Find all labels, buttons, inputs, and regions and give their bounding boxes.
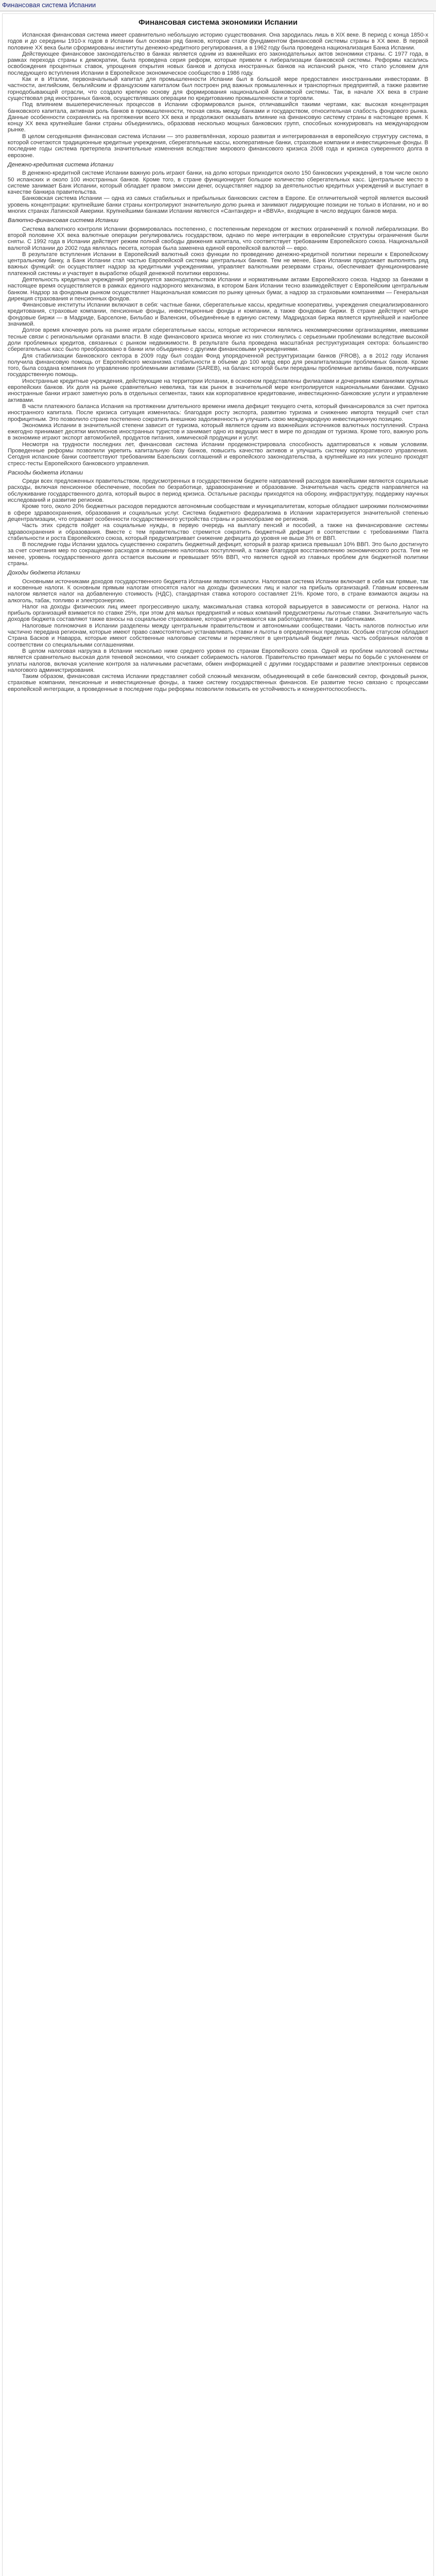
article-paragraph: Банковская система Испании — одна из самых стабильных и прибыльных банковских систем в Европе. Ее отличительной чертой является высокий уровень концентрации: крупнейшие банки страны контролируют значительную долю рынка и занимают лидирующие позиции не только в Испании, но и во многих странах Латинской Америки. Крупнейшими банками Испании являются «Сантандер» и «BBVA», входящие в число ведущих банков мира. [8,195,428,215]
article-paragraph: Как и в Италии, первоначальный капитал для промышленности Испании был в большой мере предоставлен иностранными инвесторами. В частности, английским, бельгийским и французским капиталом был построен ряд важных промышленных и транспортных предприятий, а также развитие горнодобывающей отрасли, что создало крепкую основу для формирования национальной банковской системы. Так, в начале XX века в стране существовал ряд иностранных банков, осуществлявших операции по кредитованию промышленности и торговли. [8,76,428,101]
article-paragraph: В части платежного баланса Испания на протяжении длительного времени имела дефицит текущего счета, который финансировался за счет притока иностранного капитала. После кризиса ситуация изменилась: благодаря росту экспорта, развитию туризма и снижению импорта текущий счет стал профицитным. Это позволило стране постепенно сократить внешнюю задолженность и улучшить свою международную инвестиционную позицию. [8,403,428,422]
article-paragraph: Иностранные кредитные учреждения, действующие на территории Испании, в основном представлены филиалами и дочерними компаниями крупных европейских банков. Их доля на рынке сравнительно невелика, так как рынок в значительной мере контролируется национальными банками. Однако иностранные банки играют заметную роль в отдельных сегментах, таких как корпоративное кредитование, инвестиционно-банковские услуги и управление активами. [8,378,428,403]
page-title: Финансовая система Испании [0,0,436,11]
article-paragraph: В результате вступления Испании в Европейский валютный союз функции по проведению денежно-кредитной политики перешли к Европейскому центральному банку, а Банк Испании стал частью Европейской системы центральных банков. Тем не менее, Банк Испании продолжает выполнять ряд важных функций: он осуществляет надзор за кредитными учреждениями, управляет валютными резервами страны, обеспечивает функционирование платежной системы и участвует в выработке общей денежной политики еврозоны. [8,251,428,277]
article-paragraph: Налоговые полномочия в Испании разделены между центральным правительством и автономными сообществами. Часть налогов полностью или частично передана регионам, которые имеют право самостоятельно устанавливать ставки и льготы в определенных пределах. Особым статусом обладают Страна Басков и Наварра, которые имеют собственные налоговые системы и перечисляют в центральный бюджет лишь часть собранных налогов в соответствии со специальными соглашениями. [8,622,428,648]
article-paragraph: Система валютного контроля Испании формировалась постепенно, с постепенным переходом от жестких ограничений к полной либерализации. Во второй половине XX века валютные операции регулировались государством, однако по мере интеграции в европейские структуры ограничения были сняты. С 1992 года в Испании действует режим полной свободы движения капитала, что соответствует требованиям Европейского союза. Национальной валютой Испании до 2002 года являлась песета, которая была заменена единой европейской валютой — евро. [8,226,428,251]
article-paragraph: Действующее финансовое законодательство в банках является одним из важнейших его законодательных актов экономики страны. С 1977 года, в рамках перехода страны к демократии, была проведена серия реформ, которые привели к либерализации банковской системы. Реформы касались освобождения процентных ставок, упрощения открытия новых банков и допуска иностранных банков на испанский рынок, что стало условием для последующего вступления Испании в Европейское экономическое сообщество в 1986 году. [8,50,428,76]
section-subheading: Валютно-финансовая система Испании [8,217,118,224]
article-paragraph: Часть этих средств пойдет на социальные нужды, в первую очередь на выплату пенсий и пособий, а также на финансирование системы здравоохранения и образования. Вместе с тем правительство стремится сократить бюджетный дефицит в соответствии с требованиями Пакта стабильности и роста Европейского союза, который предусматривает снижение дефицита до уровня не выше 3% от ВВП. [8,522,428,541]
section-subheading: Денежно-кредитная система Испании [8,161,114,168]
article-paragraph: В целом сегодняшняя финансовая система Испании — это разветвлённая, хорошо развитая и интегрированная в европейскую структуру система, в которой сочетаются традиционные кредитные учреждения, сберегательные кассы, кооперативные банки, страховые компании и инвестиционные фонды. В последние годы система претерпела значительные изменения вследствие мирового финансового кризиса 2008 года и кризиса суверенного долга в еврозоне. [8,133,428,159]
article-paragraph: Долгое время ключевую роль на рынке играли сберегательные кассы, которые исторически являлись некоммерческими организациями, имевшими тесные связи с региональными органами власти. В ходе финансового кризиса многие из них столкнулись с серьезными проблемами вследствие высокой доли проблемных кредитов, связанных с рынком недвижимости. В результате была проведена масштабная реструктуризация сектора: большинство сберегательных касс было преобразовано в банки или объединено с другими финансовыми учреждениями. [8,327,428,353]
section-subheading: Доходы бюджета Испании [8,570,80,577]
article-paragraph: В денежно-кредитной системе Испании важную роль играют банки, на долю которых приходится около 150 банковских учреждений, в том числе около 50 испанских и около 100 иностранных банков. Кроме того, в стране функционирует большое количество сберегательных касс. Центральное место в системе занимает Банк Испании, который обладает правом эмиссии денег, осуществляет надзор за деятельностью кредитных учреждений и выступает в качестве банкира правительства. [8,170,428,196]
article-heading: Финансовая система экономики Испании [138,18,298,27]
article-paragraph: Кроме того, около 20% бюджетных расходов передаются автономным сообществам и муниципалитетам, которые обладают широкими полномочиями в сфере здравоохранения, образования и социальных услуг. Система бюджетного федерализма в Испании характеризуется значительной степенью децентрализации, что отражает особенности государственного устройства страны и разнообразие ее регионов. [8,503,428,522]
article-paragraph: Деятельность кредитных учреждений регулируется законодательством Испании и нормативными актами Европейского союза. Надзор за банками в настоящее время осуществляется в рамках единого надзорного механизма, в котором Банк Испании тесно взаимодействует с Европейским центральным банком. Надзор за фондовым рынком осуществляет Национальная комиссия по рынку ценных бумаг, а надзор за страховыми компаниями — Генеральная дирекция страхования и пенсионных фондов. [8,276,428,302]
section-subheading: Расходы бюджета Испании [8,469,83,476]
article-paragraph: Под влиянием вышеперечисленных процессов в Испании сформировался рынок, отличавшийся такими чертами, как: высокая концентрация банковского капитала, активная роль банков в промышленности, тесная связь между банками и государством, относительная слабость фондового рынка. Данные особенности сохранялись на протяжении всего XX века и продолжают оказывать влияние на финансовую систему страны в настоящее время. К концу XX века крупнейшие банки страны объединились, образовав несколько мощных банковских групп, способных конкурировать на международном рынке. [8,101,428,133]
article-paragraph: Для стабилизации банковского сектора в 2009 году был создан Фонд упорядоченной реструктуризации банков (FROB), а в 2012 году Испания получила финансовую помощь от Европейского механизма стабильности в объеме до 100 млрд евро для рекапитализации проблемных банков. Кроме того, была создана компания по управлению проблемными активами (SAREB), на баланс которой были переданы проблемные активы банков, получивших государственную помощь. [8,352,428,378]
article-paragraph: Таким образом, финансовая система Испании представляет собой сложный механизм, объединяющий в себе банковский сектор, фондовый рынок, страховые компании, пенсионные и инвестиционные фонды, а также систему государственных финансов. Ее развитие тесно связано с процессами европейской интеграции, а проведенные в последние годы реформы позволили повысить ее устойчивость и конкурентоспособность. [8,673,428,692]
article-paragraph: В целом налоговая нагрузка в Испании несколько ниже среднего уровня по странам Европейского союза. Одной из проблем налоговой системы является сравнительно высокая доля теневой экономики, что снижает собираемость налогов. Правительство принимает меры по борьбе с уклонением от уплаты налогов, включая усиление контроля за наличными расчетами, обмен информацией с другими государствами и развитие электронных сервисов налогового администрирования. [8,648,428,673]
article-container [2,13,434,2576]
article-paragraph: Налог на доходы физических лиц имеет прогрессивную шкалу, максимальная ставка которой варьируется в зависимости от региона. Налог на прибыль организаций взимается по ставке 25%, при этом для малых предприятий и новых компаний предусмотрены льготные ставки. Значительную часть доходов бюджета составляют также взносы на социальное страхование, которые уплачиваются как работодателями, так и работниками. [8,603,428,623]
article-paragraph: Финансовые институты Испании включают в себя: частные банки, сберегательные кассы, кредитные кооперативы, учреждения специализированного кредитования, страховые компании, пенсионные фонды, инвестиционные фонды и компании, а также фондовые биржи. В стране действуют четыре фондовые биржи — в Мадриде, Барселоне, Бильбао и Валенсии, объединённые в единую систему. Мадридская биржа является крупнейшей и наиболее значимой. [8,302,428,328]
article-paragraph: Испанская финансовая система имеет сравнительно небольшую историю существования. Она зародилась лишь в XIX веке. В период с конца 1850-х годов и до середины 1910-х годов в Испании был основан ряд банков, которые стали фундаментом финансовой системы страны в XX веке. В первой половине XX века были сформированы институты денежно-кредитного регулирования, а в 1962 году была проведена национализация Банка Испании. [8,32,428,51]
article-paragraph: В последние годы Испании удалось существенно сократить бюджетный дефицит, который в разгар кризиса превышал 10% ВВП. Это было достигнуто за счет сочетания мер по сокращению расходов и повышению налоговых поступлений, а также благодаря восстановлению экономического роста. Тем не менее, уровень государственного долга остается высоким и превышает 95% ВВП, что является одной из главных проблем для бюджетной политики страны. [8,541,428,567]
article-paragraph: Экономика Испании в значительной степени зависит от туризма, который является одним из важнейших источников валютных поступлений. Страна ежегодно принимает десятки миллионов иностранных туристов и занимает одно из ведущих мест в мире по доходам от туризма. Кроме того, важную роль в экономике играют экспорт автомобилей, продуктов питания, химической продукции и услуг. [8,422,428,442]
article-paragraph: Среди всех предложенных правительством, предусмотренных в государственном бюджете направлений расходов важнейшими являются социальные расходы, включая пенсионное обеспечение, пособия по безработице, здравоохранение и образование. Значительная часть средств направляется на обслуживание государственного долга, который вырос в период кризиса. Остальные расходы приходятся на оборону, инфраструктуру, поддержку научных исследований и развитие регионов. [8,478,428,504]
article-paragraph: Несмотря на трудности последних лет, финансовая система Испании продемонстрировала способность адаптироваться к новым условиям. Проведенные реформы позволили укрепить капитальную базу банков, повысить качество активов и улучшить систему корпоративного управления. Сегодня испанские банки соответствуют требованиям Базельских соглашений и европейского законодательства, а крупнейшие из них успешно проходят стресс-тесты Европейского банковского управления. [8,441,428,467]
article-paragraph: Основными источниками доходов государственного бюджета Испании являются налоги. Налоговая система Испании включает в себя как прямые, так и косвенные налоги. К основным прямым налогам относятся налог на доходы физических лиц и налог на прибыль организаций. Главным косвенным налогом является налог на добавленную стоимость (НДС), стандартная ставка которого составляет 21%. Кроме того, в стране взимаются акцизы на алкоголь, табак, топливо и электроэнергию. [8,578,428,604]
article-body [8,32,428,692]
